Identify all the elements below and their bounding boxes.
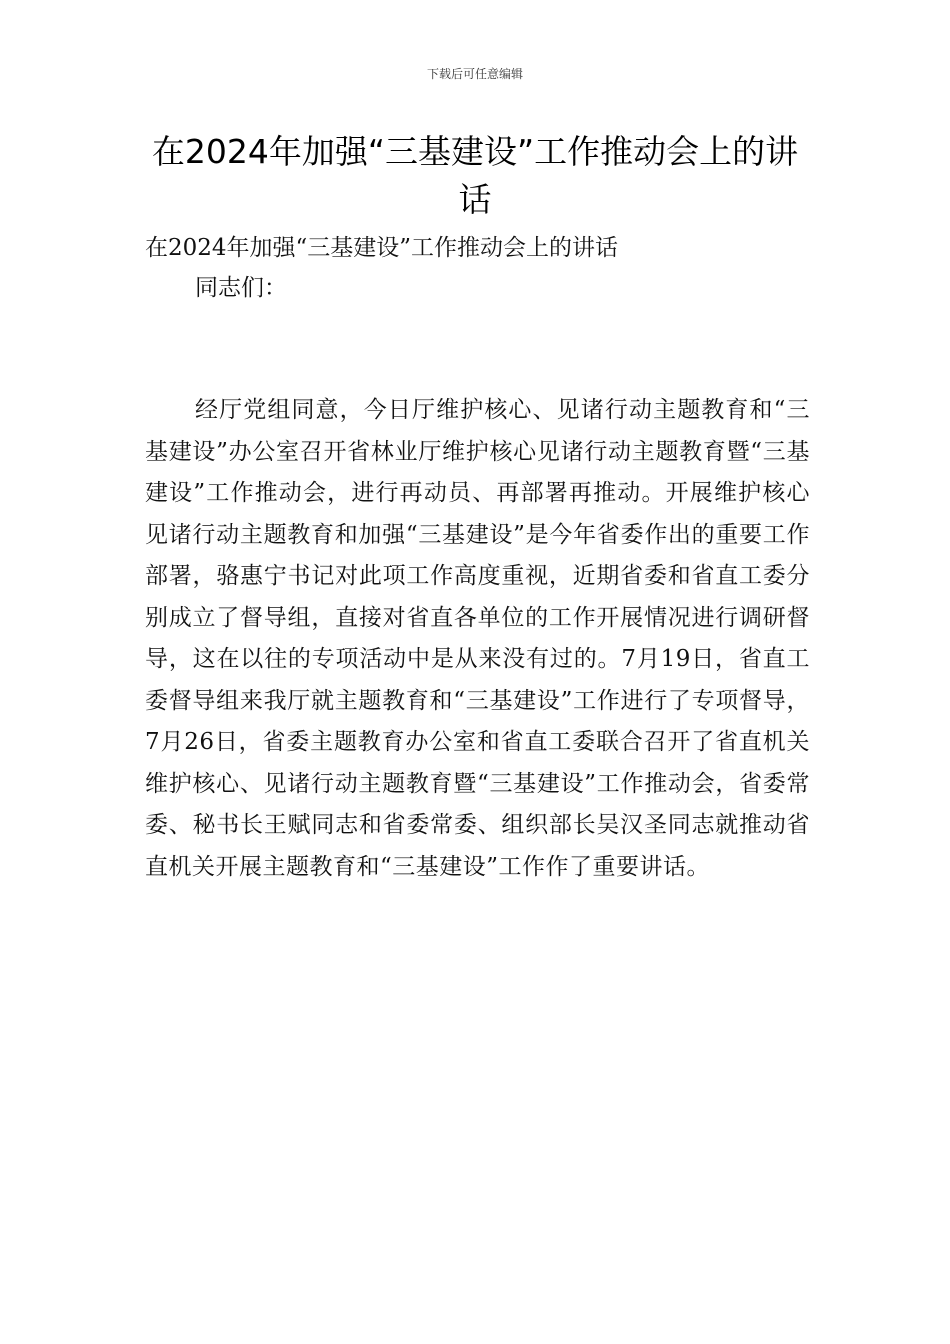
header-note: 下载后可任意编辑 xyxy=(426,67,523,81)
body-paragraph: 经厅党组同意，今日厅维护核心、见诸行动主题教育和“三基建设”办公室召开省林业厅维护核心见诸行动主题教育暨“三基建设”工作推动会，进行再动员、再部署再推动。开展维护核心见诸行动主题教育和加强“三基建设”是今年省委作出的重要工作部署，骆惠宁书记对此项工作高度重视，近期省委和省直工委分别成立了督导组，直接对省直各单位的工作开展情况进行调研督导，这在以往的专项活动中是从来没有过的。7月19日，省直工委督导组来我厅就主题教育和“三基建设”工作进行了专项督导，7月26日，省委主题教育办公室和省直工委联合召开了省直机关维护核心、见诸行动主题教育暨“三基建设”工作推动会，省委常委、秘书长王赋同志和省委常委、组织部长吴汉圣同志就推动省直机关开展主题教育和“三基建设”工作作了重要讲话。 xyxy=(145,397,810,880)
salutation: 同志们： xyxy=(195,275,287,301)
document-title: 在2024年加强“三基建设”工作推动会上的讲话 xyxy=(151,132,799,219)
document-subtitle: 在2024年加强“三基建设”工作推动会上的讲话 xyxy=(145,235,619,261)
document-body xyxy=(145,228,810,888)
